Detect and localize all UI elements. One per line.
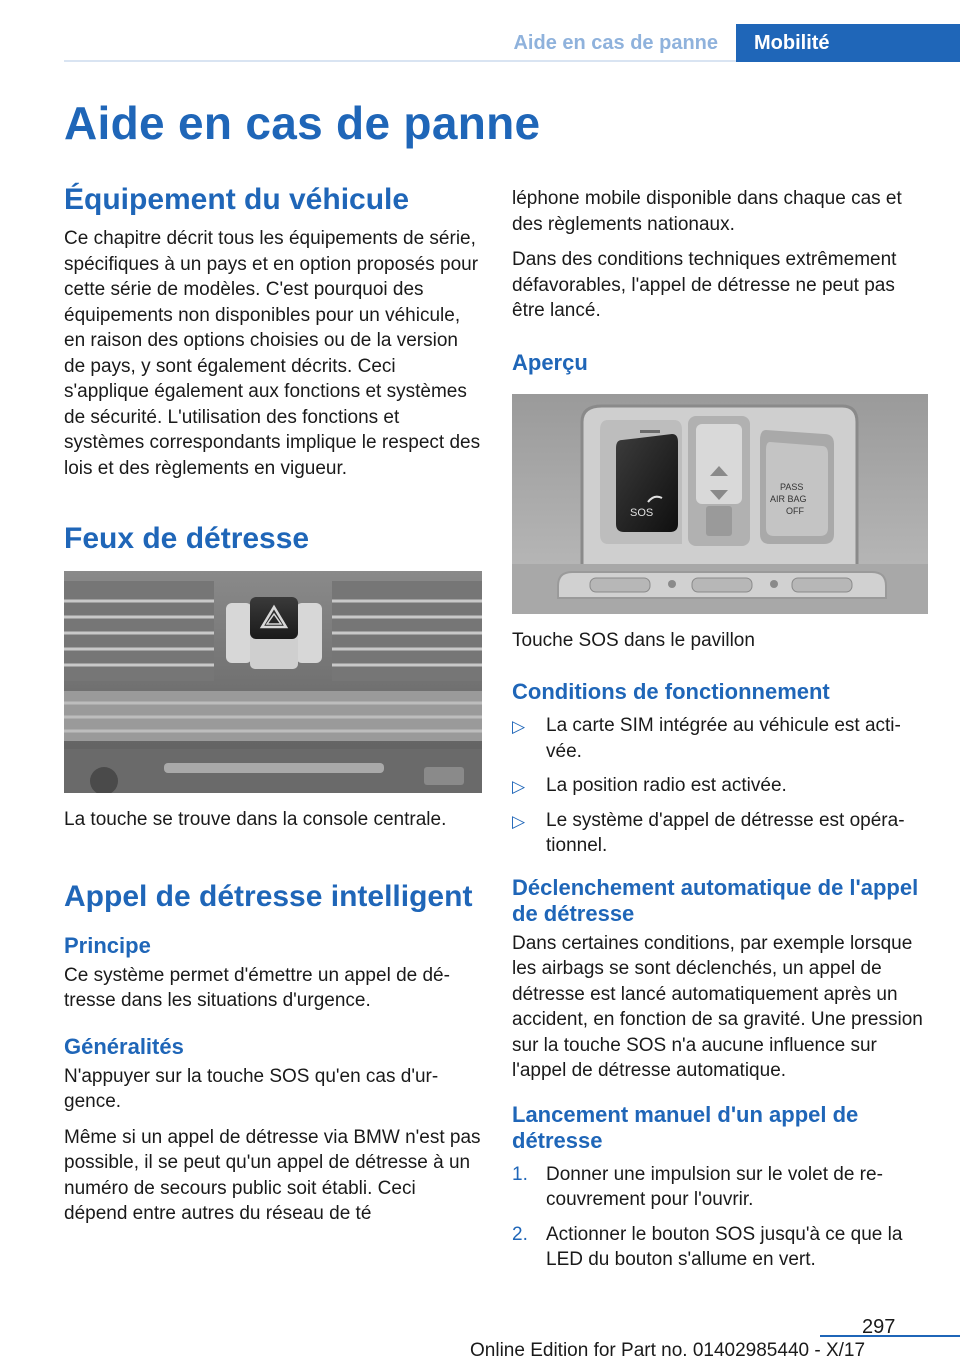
principe-text: Ce système permet d'émettre un appel de détresse dans les situations d'urgence. <box>64 964 450 1011</box>
section-title-feux: Feux de détresse <box>64 522 310 555</box>
pass-airbag-label-3: OFF <box>786 505 804 516</box>
list-item <box>512 808 930 859</box>
sos-console-illustration <box>512 394 928 614</box>
right-column <box>512 186 930 1282</box>
sos-button-image <box>512 394 928 614</box>
apercu-caption: Touche SOS dans le pavillon <box>512 629 755 651</box>
list-item-text: Le système d'appel de détresse est opérationnel. <box>546 809 905 856</box>
triangle-bullet-icon: ▷ <box>512 811 526 831</box>
generalites-text-1: N'appuyer sur la touche SOS qu'en cas d'urgence. <box>64 1065 439 1112</box>
subsection-title-manuel: Lancement manuel d'un appel de détresse <box>512 1101 859 1153</box>
edition-label: Online Edition for Part no. 01402985440 - X/17 <box>470 1340 866 1361</box>
conditions-list <box>512 713 930 859</box>
step-text: Actionner le bouton SOS jusqu'à ce que la LED du bouton s'allume en vert. <box>546 1223 903 1270</box>
automatique-text: Dans certaines conditions, par exemple lorsque les airbags se sont déclenchés, un appel de détresse est lancé automatiquement après un accident, en fonction de sa gravité. Une pression sur la touche SOS n'a aucune influence sur l'appel de détresse automatique. <box>512 932 923 1081</box>
step-number: 2. <box>512 1223 528 1245</box>
manual-steps-list <box>512 1162 930 1273</box>
hazard-switch-illustration <box>64 571 482 793</box>
triangle-bullet-icon: ▷ <box>512 717 526 736</box>
subsection-title-generalites: Généralités <box>64 1033 184 1059</box>
header-section-label[interactable]: Aide en cas de panne <box>513 32 718 54</box>
step-number: 1. <box>512 1163 528 1185</box>
subsection-title-principe: Principe <box>64 932 151 958</box>
list-item <box>512 713 930 764</box>
triangle-bullet-icon: ▷ <box>512 777 526 796</box>
list-item <box>512 1162 930 1213</box>
header-tab-mobilite[interactable]: Mobilité <box>736 24 960 62</box>
page-title: Aide en cas de panne <box>64 97 541 149</box>
list-item <box>512 1222 930 1273</box>
subsection-title-automatique: Déclenchement automatique de l'appel de détresse <box>512 874 919 926</box>
pass-airbag-label-2: AIR BAG <box>770 493 807 504</box>
generalites-text-continued: léphone mobile disponible dans chaque cas et des règlements nationaux. <box>512 188 902 235</box>
left-column <box>64 180 482 1227</box>
pass-airbag-label-1: PASS <box>780 481 804 492</box>
section-title-equipement: Équipement du véhicule <box>64 183 410 216</box>
step-text: Donner une impulsion sur le volet de recouvrement pour l'ouvrir. <box>546 1163 883 1210</box>
feux-caption: La touche se trouve dans la console centrale. <box>64 809 447 830</box>
equipement-text: Ce chapitre décrit tous les équipements de série, spécifiques à un pays et en option proposés pour cette série de modèles. C'est pourquoi des équipements non disponibles pour un véhicule, en raison des options choisies ou de la version de pays, y sont également décrits. Ceci s'applique également aux fonctions et systèmes de sécurité. L'utilisation des fonctions et systèmes correspondants implique le respect des lois et des règlements en vigueur. <box>64 228 481 479</box>
subsection-title-conditions: Conditions de fonctionnement <box>512 679 830 704</box>
generalites-text-2: Même si un appel de détresse via BMW n'est pas possible, il se peut qu'un appel de détresse à un numéro de secours public soit établi. Ceci dépend entre autres du réseau de té <box>64 1126 481 1224</box>
subsection-title-apercu: Aperçu <box>512 349 588 375</box>
hazard-switch-image <box>64 571 482 793</box>
section-title-appel: Appel de détresse intelligent <box>64 879 473 913</box>
conditions-extremes-text: Dans des conditions techniques extrêmement défavorables, l'appel de détresse ne peut pas être lancé. <box>512 249 897 321</box>
list-item-text: La carte SIM intégrée au véhicule est activée. <box>546 715 901 762</box>
list-item <box>512 773 930 799</box>
sos-button-label: SOS <box>630 506 654 519</box>
list-item-text: La position radio est activée. <box>546 775 787 796</box>
page-number: 297 <box>862 1316 896 1338</box>
